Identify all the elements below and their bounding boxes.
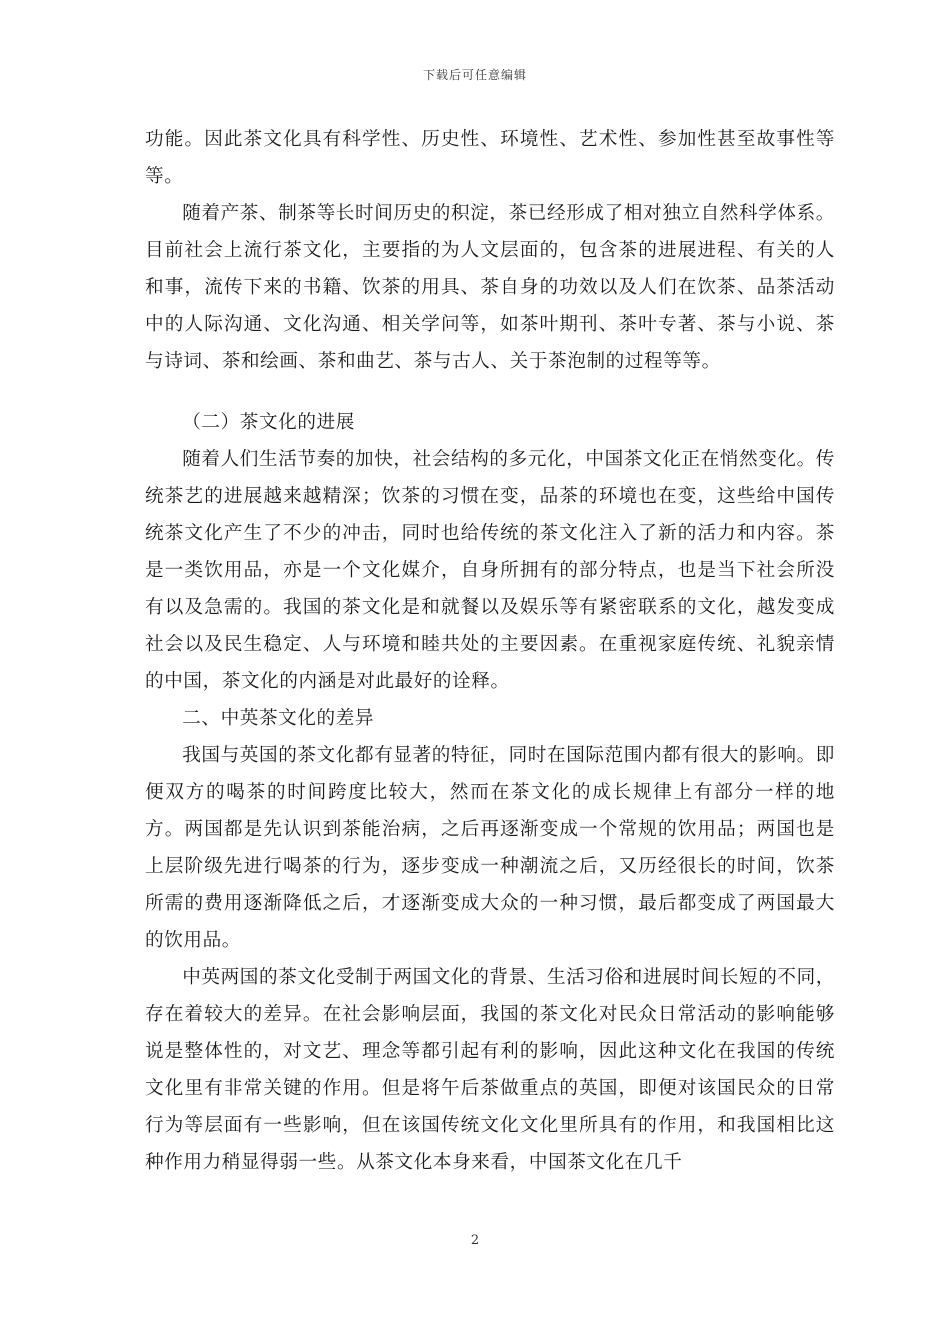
paragraph-similarities: 我国与英国的茶文化都有显著的特征，同时在国际范围内都有很大的影响。即便双方的喝茶的时间跨度比较大，然而在茶文化的成长规律上有部分一样的地方。两国都是先认识到茶能治病，之后再逐渐变成一个常规的饮用品；两国也是上层阶级先进行喝茶的行为，逐步变成一种潮流之后，又历经很长的时间，饮茶所需的费用逐渐降低之后，才逐渐变成大众的一种习惯，最后都变成了两国最大的饮用品。 (145, 745, 835, 951)
section-heading-development: （二）茶文化的进展 (182, 412, 355, 433)
section-heading-differences: 二、中英茶文化的差异 (182, 708, 375, 729)
page-header: 下载后可任意编辑 (422, 68, 527, 82)
paragraph-continuation: 功能。因此茶文化具有科学性、历史性、环境性、艺术性、参加性甚至故事性等等。 (145, 129, 835, 187)
paragraph-tea-development: 随着人们生活节奏的加快，社会结构的多元化，中国茶文化正在悄然变化。传统茶艺的进展越来越精深；饮茶的习惯在变，品茶的环境也在变，这些给中国传统茶文化产生了不少的冲击，同时也给传统的茶文化注入了新的活力和内容。茶是一类饮用品，亦是一个文化媒介，自身所拥有的部分特点，也是当下社会所没有以及急需的。我国的茶文化是和就餐以及娱乐等有紧密联系的文化，越发变成社会以及民生稳定、人与环境和睦共处的主要因素。在重视家庭传统、礼貌亲情的中国，茶文化的内涵是对此最好的诠释。 (145, 449, 835, 692)
section-spacer (145, 380, 835, 404)
paragraph-differences: 中英两国的茶文化受制于两国文化的背景、生活习俗和进展时间长短的不同，存在着较大的差异。在社会影响层面，我国的茶文化对民众日常活动的影响能够说是整体性的，对文艺、理念等都引起有利的影响，因此这种文化在我国的传统文化里有非常关键的作用。但是将午后茶做重点的英国，即便对该国民众的日常行为等层面有一些影响，但在该国传统文化文化里所具有的作用，和我国相比这种作用力稍显得弱一些。从茶文化本身来看，中国茶文化在几千 (145, 967, 835, 1173)
page-number: 2 (470, 1233, 480, 1248)
paragraph-tea-science: 随着产茶、制茶等长时间历史的积淀，茶已经形成了相对独立自然科学体系。目前社会上流行茶文化，主要指的为人文层面的，包含茶的进展进程、有关的人和事，流传下来的书籍、饮茶的用具、茶自身的功效以及人们在饮茶、品茶活动中的人际沟通、文化沟通、相关学问等，如茶叶期刊、茶叶专著、茶与小说、茶与诗词、茶和绘画、茶和曲艺、茶与古人、关于茶泡制的过程等等。 (145, 203, 835, 372)
document-body (145, 121, 835, 1181)
